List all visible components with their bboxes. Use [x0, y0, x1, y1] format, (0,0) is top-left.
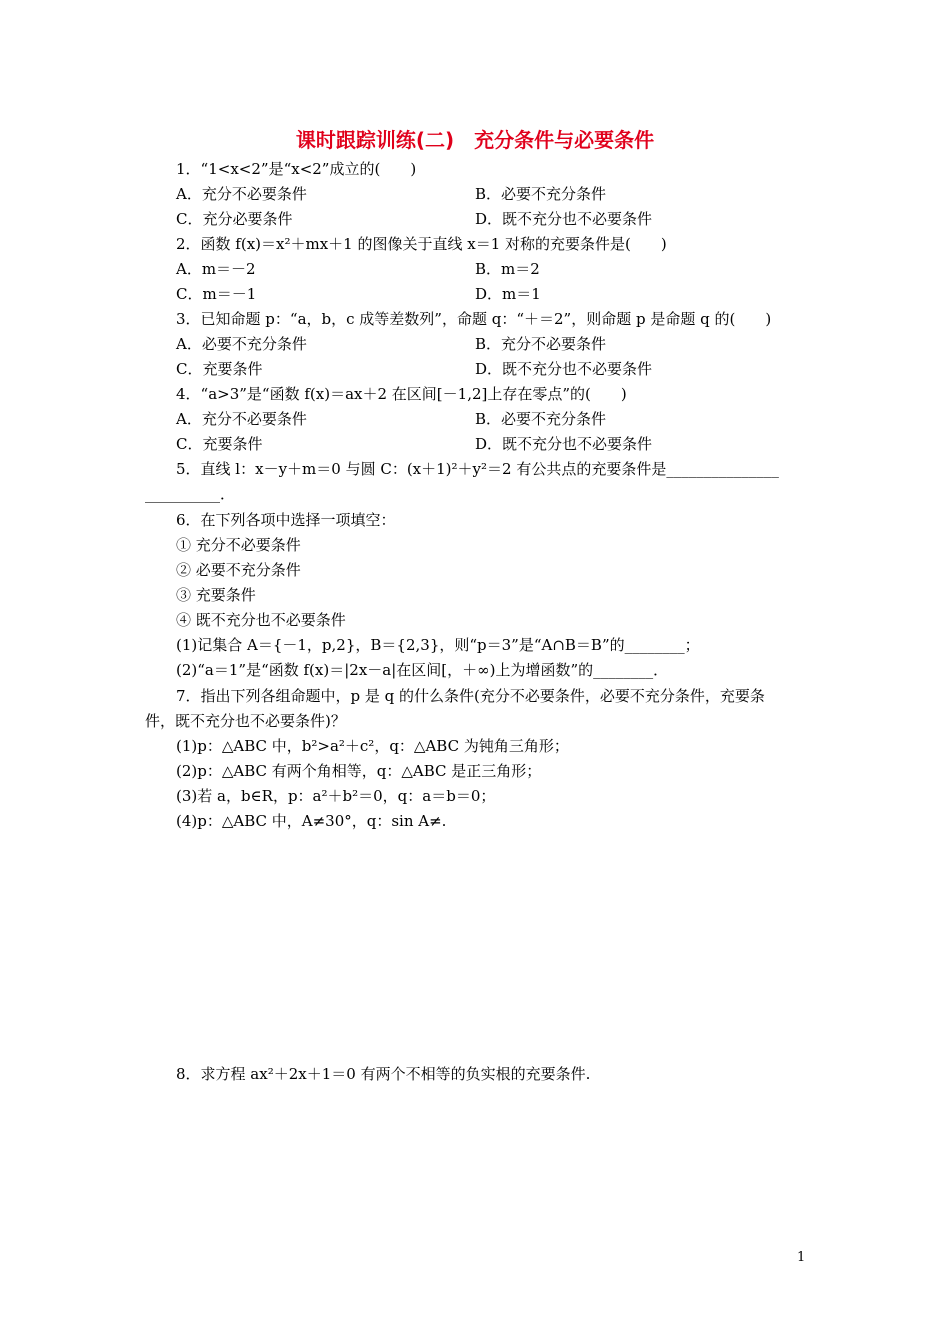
text-line: B．必要不充分条件: [475, 410, 607, 428]
text-line: ① 充分不必要条件: [176, 536, 301, 554]
text-line: 4．“a>3”是“函数 f(x)＝ax＋2 在区间[－1,2]上存在零点”的( ): [176, 385, 627, 403]
text-line: C．充要条件: [176, 360, 263, 378]
text-line: 件，既不充分也不必要条件)？: [145, 712, 346, 730]
text-line: B．充分不必要条件: [475, 335, 607, 353]
text-line: 5．直线 l：x－y＋m＝0 与圆 C：(x＋1)²＋y²＝2 有公共点的充要条件是_______________: [176, 460, 779, 478]
text-line: __________．: [145, 485, 236, 503]
text-line: 8．求方程 ax²＋2x＋1＝0 有两个不相等的负实根的充要条件.: [176, 1065, 591, 1083]
page-number: 1: [797, 1250, 806, 1265]
text-line: A．充分不必要条件: [176, 185, 307, 203]
text-line: 2．函数 f(x)＝x²＋mx＋1 的图像关于直线 x＝1 对称的充要条件是( ): [176, 235, 667, 253]
text-line: 1．“1<x<2”是“x<2”成立的( ): [176, 160, 417, 178]
text-line: B．必要不充分条件: [475, 185, 607, 203]
text-line: ② 必要不充分条件: [176, 561, 301, 579]
text-line: 7．指出下列各组命题中，p 是 q 的什么条件(充分不必要条件，必要不充分条件，充要条: [176, 687, 765, 705]
text-line: (2)“a＝1”是“函数 f(x)＝|2x－a|在区间[，＋∞)上为增函数”的________．: [176, 661, 669, 679]
text-line: D．m＝1: [475, 285, 541, 303]
text-line: (1)记集合 A＝{－1，p,2}，B＝{2,3}，则“p＝3”是“A∩B＝B”的________；: [176, 636, 700, 654]
text-line: D．既不充分也不必要条件: [475, 435, 653, 453]
page-title: 课时跟踪训练(二) 充分条件与必要条件: [295, 128, 655, 152]
text-line: C．充要条件: [176, 435, 263, 453]
text-line: D．既不充分也不必要条件: [475, 360, 653, 378]
text-line: ④ 既不充分也不必要条件: [176, 611, 346, 629]
text-line: (2)p：△ABC 有两个角相等，q：△ABC 是正三角形；: [176, 762, 542, 780]
text-line: C．充分必要条件: [176, 210, 293, 228]
text-line: 6．在下列各项中选择一项填空：: [176, 511, 396, 529]
text-line: (1)p：△ABC 中，b²>a²＋c²，q：△ABC 为钝角三角形；: [176, 737, 569, 755]
text-line: (4)p：△ABC 中，A≠30°，q：sin A≠.: [176, 812, 447, 830]
text-line: 3．已知命题 p：“a，b，c 成等差数列”，命题 q：“＋＝2”，则命题 p 是命题 q 的( ): [176, 310, 772, 328]
text-line: ③ 充要条件: [176, 586, 256, 604]
text-line: B．m＝2: [475, 260, 540, 278]
text-line: C．m＝－1: [176, 285, 257, 303]
text-line: A．必要不充分条件: [176, 335, 307, 353]
text-line: D．既不充分也不必要条件: [475, 210, 653, 228]
text-line: (3)若 a，b∈R，p：a²＋b²＝0，q：a＝b＝0；: [176, 787, 496, 805]
text-line: A．充分不必要条件: [176, 410, 307, 428]
text-line: A．m＝－2: [176, 260, 256, 278]
